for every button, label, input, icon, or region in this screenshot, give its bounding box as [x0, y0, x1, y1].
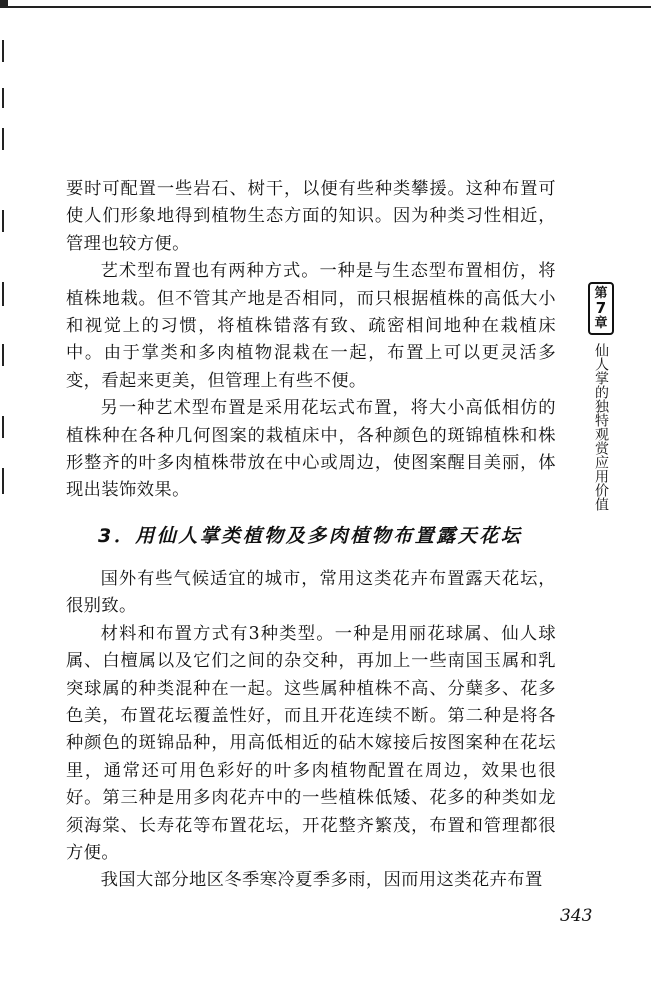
chapter-badge-prefix: 第: [594, 286, 608, 301]
margin-tick: [2, 40, 4, 62]
section-heading: 3．用仙人掌类植物及多肉植物布置露天花坛: [98, 524, 523, 547]
paragraph: 要时可配置一些岩石、树干，以便有些种类攀援。这种布置可使人们形象地得到植物生态方面的知识。因为种类习性相近，管理也较方便。: [66, 179, 556, 254]
margin-tick: [2, 210, 4, 232]
paragraph: 另一种艺术型布置是采用花坛式布置，将大小高低相仿的植株种在各种几何图案的栽植床中，各种颜色的斑锦植株和株形整齐的叶多肉植株带放在中心或周边，使图案醒目美丽，体现出装饰效果。: [66, 398, 556, 501]
chapter-badge-suffix: 章: [594, 316, 608, 331]
paragraph: 材料和布置方式有3种类型。一种是用丽花球属、仙人球属、白檀属以及它们之间的杂交种，再加上一些南国玉属和乳突球属的种类混种在一起。这些属种植株不高、分蘖多、花多色美，布置花坛覆盖性好，而且开花连续不断。第二种是将各种颜色的斑锦品种，用高低相近的砧木嫁接后按图案种在花坛里，通常还可用色彩好的叶多肉植物配置在周边，效果也很好。第三种是用多肉花卉中的一些植株低矮、花多的种类如龙须海棠、长寿花等布置花坛，开花整齐繁茂，布置和管理都很方便。: [66, 623, 556, 863]
margin-tick: [2, 88, 4, 108]
corner-mark: [0, 0, 8, 8]
chapter-sidebar: [586, 282, 616, 511]
chapter-badge: [588, 282, 614, 335]
paragraph: 我国大部分地区冬季寒冷夏季多雨，因而用这类花卉布置: [100, 870, 543, 891]
margin-tick: [2, 344, 4, 366]
chapter-title-vertical: 仙人掌的独特观赏应用价值: [593, 343, 609, 511]
page-number: 343: [560, 906, 593, 926]
body-text: [66, 176, 556, 895]
margin-tick: [2, 416, 4, 438]
chapter-badge-number: 7: [595, 299, 607, 317]
margin-tick: [2, 282, 4, 306]
top-rule: [0, 6, 651, 8]
paragraph: 艺术型布置也有两种方式。一种是与生态型布置相仿，将植株地栽。但不管其产地是否相同，而只根据植株的高低大小和视觉上的习惯，将植株错落有致、疏密相间地种在栽植床中。由于掌类和多肉植物混栽在一起，布置上可以更灵活多变，看起来更美，但管理上有些不便。: [66, 261, 556, 391]
paragraph: 国外有些气候适宜的城市，常用这类花卉布置露天花坛，很别致。: [66, 568, 556, 617]
margin-tick: [2, 468, 4, 494]
margin-tick: [2, 128, 4, 150]
